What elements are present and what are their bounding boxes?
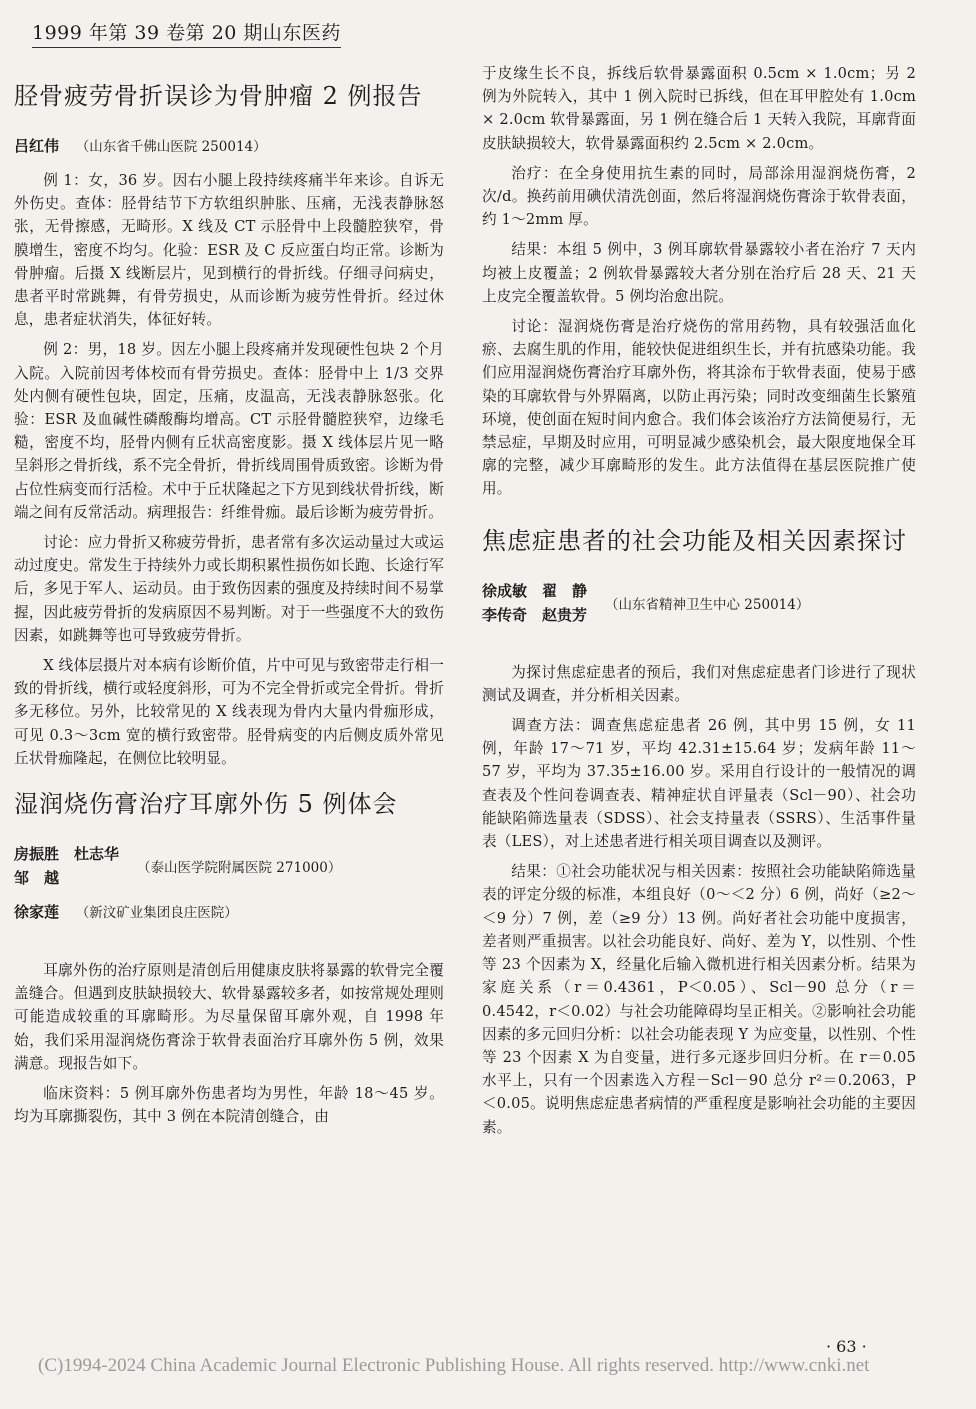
article1-title: 胫骨疲劳骨折误诊为骨肿瘤 2 例报告 bbox=[14, 82, 423, 110]
article2-paragraph-continued: 于皮缘生长不良，拆线后软骨暴露面积 0.5cm × 1.0cm；另 2 例为外院转入，其中 1 例入院时已拆线，但在耳甲腔处有 1.0cm × 2.0cm 软骨暴露面，另 1 例在缝合后 1 天转入我院，耳廓背面皮肤缺损较大，软骨暴露面积约 2.5cm × 2.0cm。 bbox=[482, 65, 916, 152]
article3-paragraph: 结果：①社会功能状况与相关因素：按照社会功能缺陷筛选量表的评定分级的标准，本组良好（0～＜2 分）6 例，尚好（≥2～＜9 分）7 例，差（≥9 分）13 例。尚好者社会功能中度损害，差者则严重损害。以社会功能良好、尚好、差为 Y，以性别、个性等 23 个因素为 X，经量化后输入微机进行相关因素分析。结果为家庭关系（r＝0.4361，P＜0.05）、Scl－90 总分（r＝0.4542，r＜0.02）与社会功能障碍均呈正相关。②影响社会功能因素的多元回归分析：以社会功能表现 Y 为应变量，以性别、个性等 23 个因素 X 为自变量，进行多元逐步回归分析。在 r＝0.05 水平上，只有一个因素选入方程－Scl－90 总分 r²＝0.2063，P＜0.05。说明焦虑症患者病情的严重程度是影响社会功能的主要因素。 bbox=[482, 863, 916, 1136]
article3-paragraph: 为探讨焦虑症患者的预后，我们对焦虑症患者门诊进行了现状测试及调查，并分析相关因素。 bbox=[482, 663, 916, 704]
article2-author-names bbox=[14, 842, 119, 890]
article2-author3: 徐家莲 bbox=[14, 903, 60, 922]
article1-paragraph: X 线体层摄片对本病有诊断价值，片中可见与致密带走行相一致的骨折线，横行或轻度斜形，可为不完全骨折或完全骨折。骨折多无移位。另外，比较常见的 X 线表现为骨内大量内骨痂形成，可见 0.3～3cm 宽的横行致密带。胫骨病变的内后侧皮质外常见丘状骨痂隆起，在侧位比较明显。 bbox=[14, 657, 444, 767]
article2-byline-2 bbox=[14, 900, 444, 925]
article2-byline-1 bbox=[14, 842, 444, 890]
article2-paragraph: 讨论：湿润烧伤膏是治疗烧伤的常用药物，具有较强活血化瘀、去腐生肌的作用，能较快促进组织生长，并有抗感染功能。我们应用湿润烧伤膏治疗耳廓外伤，将其涂布于软骨表面，使易于感染的耳廓软骨与外界隔离，以防止再污染；同时改变细菌生长繁殖环境，使创面在短时间内愈合。我们体会该治疗方法简便易行，无禁忌症，早期及时应用，可明显减少感染机会，最大限度地保全耳廓的完整，减少耳廓畸形的发生。此方法值得在基层医院推广使用。 bbox=[482, 318, 916, 498]
article1-paragraph: 讨论：应力骨折又称疲劳骨折，患者常有多次运动量过大或运动过度史。常发生于持续外力或长期积累性损伤如长跑、长途行军后，多见于军人、运动员。由于致伤因素的强度及持续时间不易掌握，因此疲劳骨折的发病原因不易判断。对于一些强度不大的致伤因素，如跳舞等也可导致疲劳骨折。 bbox=[14, 534, 444, 644]
article1-byline bbox=[14, 134, 444, 159]
article3-affiliation: （山东省精神卫生中心 250014） bbox=[605, 596, 810, 613]
article2-title: 湿润烧伤膏治疗耳廓外伤 5 例体会 bbox=[14, 790, 398, 819]
article3-title: 焦虑症患者的社会功能及相关因素探讨 bbox=[482, 526, 907, 555]
running-head: 1999 年第 39 卷第 20 期山东医药 bbox=[32, 18, 341, 48]
article1-author: 吕红伟 bbox=[14, 137, 60, 155]
article3-paragraph: 调查方法：调查焦虑症患者 26 例，其中男 15 例，女 11 例，年龄 17～71 岁，平均 42.31±15.64 岁；发病年龄 11～57 岁，平均为 37.35±16.00 岁。采用自行设计的一般情况的调查表及个性问卷调查表、精神症状自评量表（Scl－90）、社会功能缺陷筛选量表（SDSS）、社会支持量表（SSRS）、生活事件量表（LES），对上述患者进行相关项目调查以及测评。 bbox=[482, 717, 916, 851]
article1-paragraph: 例 1：女，36 岁。因右小腿上段持续疼痛半年来诊。自诉无外伤史。查体：胫骨结节下方软组织肿胀、压痛，无浅表静脉怒张，无骨擦感，无畸形。X 线及 CT 示胫骨中上段髓腔狭窄，骨膜增生，密度不均匀。化验：ESR 及 C 反应蛋白均正常。诊断为骨肿瘤。后摄 X 线断层片，见到横行的骨折线。仔细寻问病史，患者平时常跳舞，有骨劳损史，从而诊断为疲劳性骨折。经过休息，患者症状消失，体征好转。 bbox=[14, 172, 444, 329]
article2-affiliation2: （新汶矿业集团良庄医院） bbox=[75, 905, 238, 922]
copyright-footer: (C)1994-2024 China Academic Journal Electronic Publishing House. All rights reserved. http://www.cnki.net bbox=[38, 1355, 870, 1376]
article2-paragraph: 耳廓外伤的治疗原则是清创后用健康皮肤将暴露的软骨完全覆盖缝合。但遇到皮肤缺损较大、软骨暴露较多者，如按常规处理则可能造成较重的耳廓畸形。为尽量保留耳廓外观，自 1998 年始，我们采用湿润烧伤膏涂于软骨表面治疗耳廓外伤 5 例，效果满意。现报告如下。 bbox=[14, 962, 444, 1072]
article3-byline bbox=[482, 579, 916, 627]
article2-paragraph: 治疗：在全身使用抗生素的同时，局部涂用湿润烧伤膏，2 次/d。换药前用碘伏清洗创面，然后将湿润烧伤膏涂于软骨表面，约 1～2mm 厚。 bbox=[482, 164, 916, 229]
article1-affiliation: （山东省千佛山医院 250014） bbox=[75, 139, 267, 155]
article2-authors-line2: 邹 越 bbox=[14, 869, 60, 888]
article3-author-names bbox=[482, 579, 587, 627]
article2-affiliation1: （泰山医学院附属医院 271000） bbox=[137, 860, 342, 877]
article3-authors-line1: 徐成敏 翟 静 bbox=[482, 581, 588, 600]
article2-authors-line1: 房振胜 杜志华 bbox=[14, 845, 120, 864]
page-number: · 63 · bbox=[826, 1337, 867, 1356]
article3-authors-line2: 李传奇 赵贵芳 bbox=[482, 605, 588, 624]
right-column bbox=[482, 62, 916, 1146]
article1-paragraph: 例 2：男，18 岁。因左小腿上段疼痛并发现硬性包块 2 个月入院。入院前因考体校而有骨劳损史。查体：胫骨中上 1/3 交界处内侧有硬性包块，固定，压痛，皮温高，无浅表静脉怒张。化验：ESR 及血碱性磷酸酶均增高。CT 示胫骨髓腔狭窄，边缘毛糙，密度不均，胫骨内侧有丘状高密度影。摄 X 线体层片见一略呈斜形之骨折线，系不完全骨折，骨折线周围骨质致密。诊断为骨占位性病变而行活检。术中于丘状隆起之下方见到线状骨折线，断端之间有反常活动。病理报告：纤维骨痂。最后诊断为疲劳骨折。 bbox=[14, 341, 444, 521]
article2-paragraph: 临床资料：5 例耳廓外伤患者均为男性，年龄 18～45 岁。均为耳廓撕裂伤，其中 3 例在本院清创缝合，由 bbox=[14, 1085, 444, 1126]
left-column bbox=[14, 62, 444, 1136]
article2-paragraph: 结果：本组 5 例中，3 例耳廓软骨暴露较小者在治疗 7 天内均被上皮覆盖；2 例软骨暴露较大者分别在治疗后 28 天、21 天上皮完全覆盖软骨。5 例均治愈出院。 bbox=[482, 241, 916, 305]
